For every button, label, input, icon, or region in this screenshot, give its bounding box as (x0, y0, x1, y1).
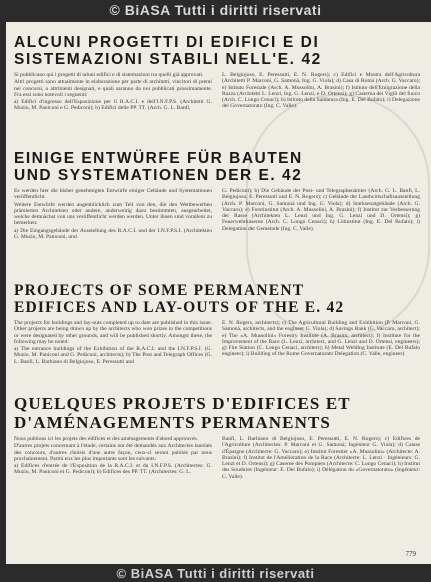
paragraph: E. N. Rogers, architects); c) The Agricultural Building and Exhibition (P. Marconi, G. Samonà, architects, and the engineer G. Viola); d) Savings Bank (G. Vaccaro, architect); e) The «A. Mussolini» Forestry Institute (A. Brasini, architect); f) Institute for the Improvement of the Race (L. Lenzi, architect, and G. Lenzi and D. Ortensi, engineers); g) Fire Station (C. Longo Cenaci, architect); h) Metal Welding Institute (E. Del Bufalo engineer); i) Building of the Rome Governatorato Delegation (C. Valle, engineer). (222, 320, 420, 358)
paragraph: Weitere Entwürfe werden augenblicklich zum Teil von den, die den Wettbewerben prämierten Architekten oder andere, anderweitig dazu bestimmten, ausgearbeitet, welche demnächst von uns veröffentlicht werden werden. Unter ihnen sind vorallem zu bemerken: (14, 201, 212, 227)
scan-border-left (0, 0, 6, 582)
watermark-top: © BiASA Tutti i diritti riservati (109, 2, 322, 18)
paragraph: a) Die Eingangsgebäude der Ausstellung des R.A.C.I. und der I.N.F.P.S.I. (Architekten G. Muzio, M. Paniconi, und (14, 227, 212, 241)
paragraph: a) Edifici d'ingresso dell'Esposizione per il R.A.C.I. e dell'I.N.F.P.S. (Architetti G. Muzio, M. Paniconi e G. Pediconi); b) Edifici delle PP. TT. (Arch. G. L. Banfi, (14, 99, 212, 112)
italian-right-column (222, 72, 420, 113)
heading-italian-line-1: ALCUNI PROGETTI DI EDIFICI E DI (14, 34, 320, 51)
section-italian (14, 34, 420, 113)
page-number: 779 (405, 550, 416, 558)
paragraph: Banfi, L. Barbiano di Belgiojoso, E. Peressutti, E. N. Rogers); c) Edifices de l'Agriculture (Architectes: P. Marconi et G. Samonà; Ingénieur G. Viola); d) Caisse d'Épargne (Architecte: G. Vaccaro); e) Institut Forestier «A. Mussolini» (Architecte: A. Brasini); f) Institut de l'Amélioration de la Race (Architecte: L. Lenzi · Ingénieurs: G. Lenzi et D. Ortensi); g) Caserne des Pompiers (Architecte: C. Longo Cenaci); h) Institut des Soudures (Ingénieur: E. Del Bufalo); i) Délégation du «Governatorato» (Ingénieur: C. Valle). (222, 436, 420, 480)
paragraph: G. Pediconi); b) Die Gebäude der Post- und Telegraphenämter (Arch. G. L. Banfi, L. Belgiojoso, E. Peressutti und E. N. Rogers); c) Gebäude der Landwirtschaftsausstellung (Arch. P. Marconi, G. Samonà und Ing. G. Viola); d) Starksenatgebäude (Arch. G. Vaccaro); e) Forstinstitut (Arch. A. Mussolini, A. Brasini); f) Institut zur Verbesserung der Rasse (Architekten L. Lenzi und Ing. G. Lenzi und D. Ortensi); g) Feuerwehrkaserne (Arch. C. Longo Cenaci); h) Lötinstitut (Ing. E. Del Bufalo); i) Delegation der Gemeinde (Ing. C. Valle). (222, 188, 420, 232)
heading-english-line-1: PROJECTS OF SOME PERMANENT (14, 282, 305, 299)
paragraph: The projects for buildings and lay-outs completed up to date are published in this issue. Other projects are being drawn up by the architects who won prizes in the competitions or were designated by other grounds, and will be published shortly. Amongst these, the following may be noted: (14, 320, 212, 345)
heading-english-line-2: EDIFICES AND LAY-OUTS OF THE E. 42 (14, 299, 345, 316)
heading-german-line-2: UND SYSTEMATIONEN DER E. 42 (14, 167, 303, 184)
section-french (14, 394, 420, 481)
english-left-column (14, 320, 212, 366)
section-english (14, 282, 420, 366)
section-german (14, 150, 420, 241)
french-left-column (14, 436, 212, 481)
watermark-bottom: © BiASA Tutti i diritti riservati (116, 566, 315, 581)
heading-french-line-2: D'AMÉNAGEMENTS PERMANENTS (14, 413, 331, 432)
heading-german-line-1: EINIGE ENTWÜRFE FÜR BAUTEN (14, 150, 303, 167)
english-right-column (222, 320, 420, 366)
heading-french-line-1: QUELQUES PROJETS D'EDIFICES ET (14, 394, 351, 413)
paragraph: a) The entrance buildings of the Exhibition of the R.A.C.I. and the I.N.F.P.S.I. (G. Muzio, M. Paniconi and G. Pediconi, architects); b) The Post and Telegraph Offices (G. L. Banfi, L. Barbiano di Belgiojoso, E. Peressutti and (14, 346, 212, 365)
document-page (14, 24, 420, 562)
paragraph: Es werden hier die bisher genehmigten Entwürfe einiger Gebäude und Systemationen veröffentlicht. (14, 188, 212, 201)
heading-italian-line-2: SISTEMAZIONI STABILI NELL'E. 42 (14, 51, 322, 68)
paragraph: Si pubblicano qui i progetti di taluni edifici e di sistemazioni tra quelli già approvati. (14, 72, 204, 78)
paragraph: Altri progetti sono attualmente in elaborazione per parte di architetti, vincitori di premi nei concorsi, o altrimenti designati, e quali saranno da noi pubblicati prossimamente. Fra essi sono notevoli i seguenti: (14, 79, 212, 98)
french-right-column (222, 436, 420, 481)
paragraph: a) Edifices d'entrée de l'Exposition de la R.A.C.I. et du I.N.F.P.S. (Architectes: G. Muzio, M. Paniconi et G. Pediconi); b) Edifices des PP. TT. (Architectes: G. L. (14, 463, 212, 476)
paragraph: D'autres projets concernant à l'étude, certains ont été demandés aux Architectes lauréats des concours, d'autres choisis d'une autre façon, ceux-ci seront publiés par nous prochainement. Parmi eux les plus importants sont les suivants: (14, 443, 212, 462)
german-right-column (222, 188, 420, 241)
italian-left-column (14, 72, 212, 113)
german-left-column (14, 188, 212, 241)
paragraph: L. Belgiojoso, E. Peressutti, E. N. Rogers); c) Edifici e Mostra dell'Agricoltura (Architetti P. Marconi, G. Samonà, Ing. G. Viola); d) Casa di Roma (Arch. G. Vaccaro); e) Istituto Forestale (Arch. A. Mussolini, A. Brasini); f) Istituto dell'Emigrazione della Razza (Architetti L. Lenzi, Ing. G. Lenzi, e D. Ortensi); g) Caserma dei Vigili del fuoco (Arch. C. Longo Cenaci); h) Istituto della Saldatura (Ing. E. Del Bufalo); i) Delegazione del Governatorato (Ing. C. Valle). (222, 72, 420, 110)
paragraph: Nous publions ici les projets des édifices et des aménagements d'abord approuvés. (14, 436, 199, 442)
